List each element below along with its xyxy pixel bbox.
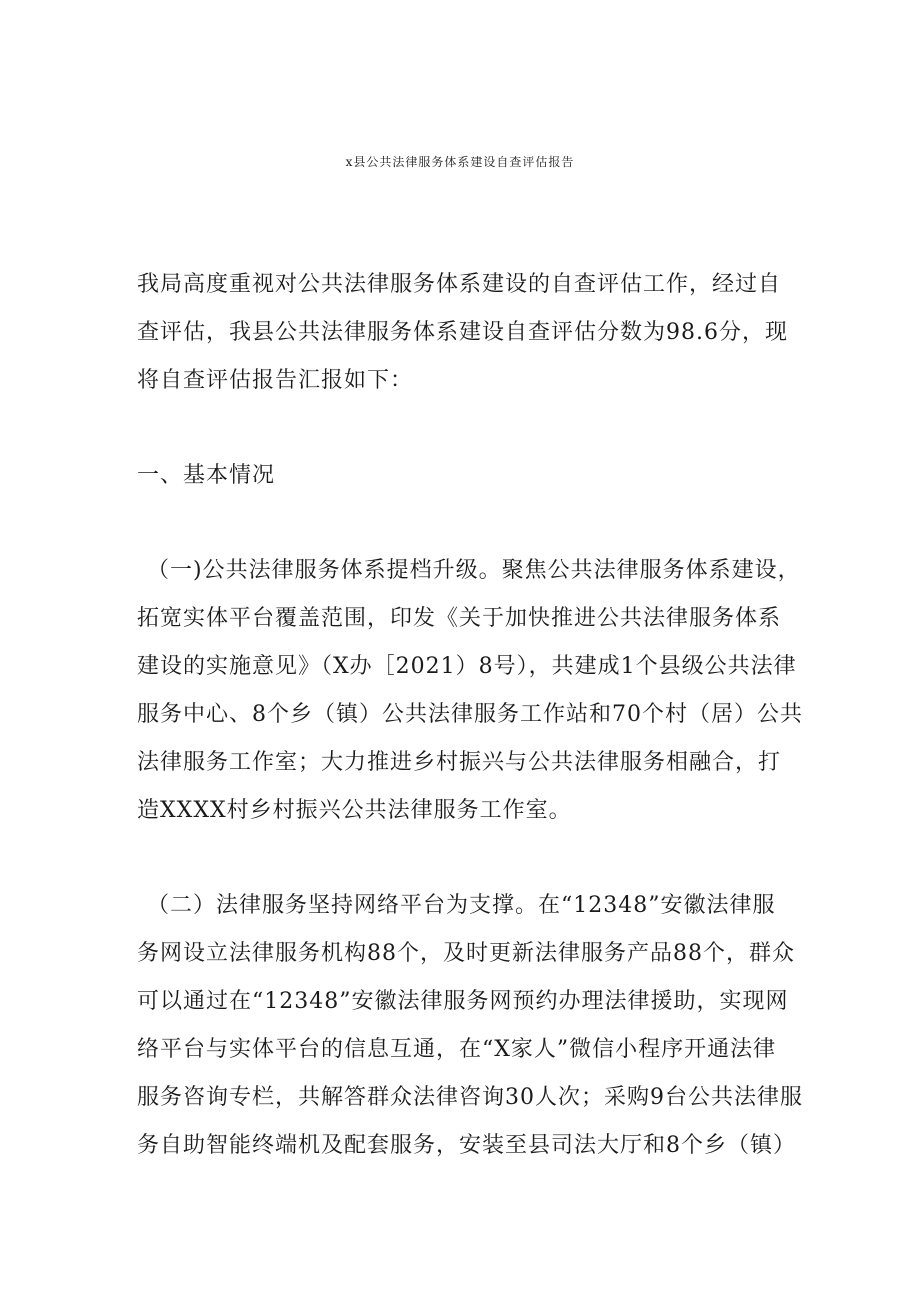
para-2-line-5: 服务咨询专栏，共解答群众法律咨询30人次；采购9台公共法律服	[137, 1085, 803, 1110]
para-2-line-6: 务自助智能终端机及配套服务，安装至县司法大厅和8个乡（镇）	[137, 1133, 796, 1158]
intro-line-2: 查评估，我县公共法律服务体系建设自查评估分数为98.6分，现	[137, 320, 788, 345]
para-1-line-3: 建设的实施意见》（X办［2021）8号），共建成1个县级公共法律	[137, 654, 797, 679]
section-heading: 一、基本情况	[137, 463, 276, 488]
para-2-line-3: 可以通过在“12348”安徽法律服务网预约办理法律援助，实现网	[137, 989, 789, 1014]
document-title: x县公共法律服务体系建设自查评估报告	[345, 155, 575, 169]
para-1-line-5: 法律服务工作室；大力推进乡村振兴与公共法律服务相融合，打	[137, 750, 782, 775]
intro-line-3: 将自查评估报告汇报如下：	[137, 368, 414, 393]
para-1-line-2: 拓宽实体平台覆盖范围，印发《关于加快推进公共法律服务体系	[137, 606, 782, 631]
para-1-line-6: 造XXXX村乡村振兴公共法律服务工作室。	[137, 798, 572, 823]
intro-line-1: 我局高度重视对公共法律服务体系建设的自查评估工作，经过自	[137, 272, 782, 297]
para-1-line-4: 服务中心、8个乡（镇）公共法律服务工作站和70个村（居）公共	[137, 702, 803, 727]
para-2-line-4: 络平台与实体平台的信息互通，在“X家人”微信小程序开通法律	[137, 1037, 777, 1062]
para-2-line-2: 务网设立法律服务机构88个，及时更新法律服务产品88个，群众	[137, 941, 795, 966]
para-2-line-1: （二）法律服务坚持网络平台为支撑。在“12348”安徽法律服	[147, 893, 776, 918]
para-1-line-1: （一)公共法律服务体系提档升级。聚焦公共法律服务体系建设，	[147, 558, 801, 583]
